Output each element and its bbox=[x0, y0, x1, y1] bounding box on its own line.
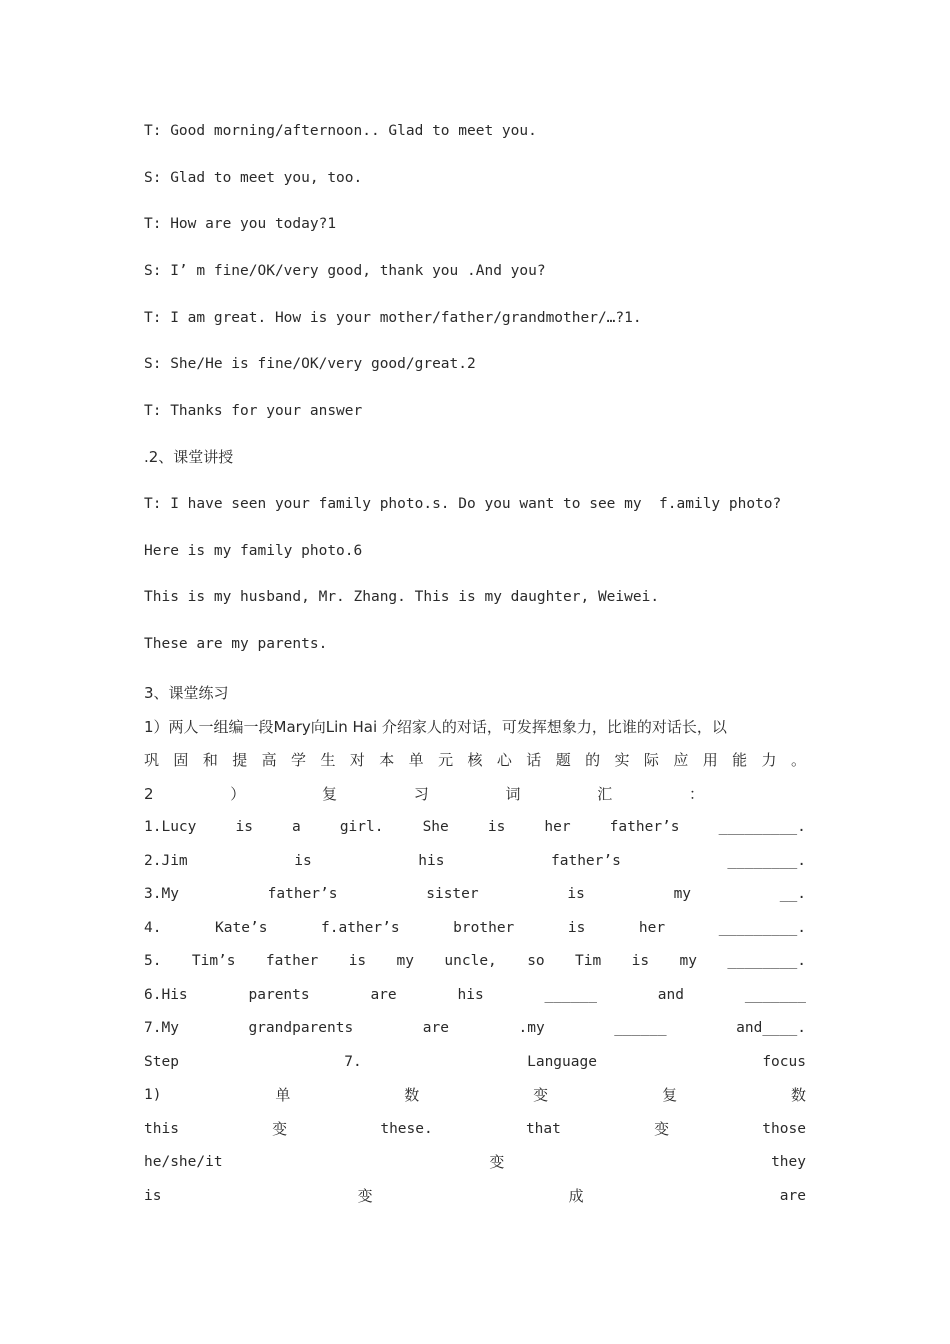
language-focus-row: he/she/it 变 they bbox=[144, 1153, 806, 1171]
lecture-line: Here is my family photo.6 bbox=[144, 543, 363, 559]
exercise-row: 7.My grandparents are .my ______ and____. bbox=[144, 1020, 806, 1036]
dialogue-line: S: She/He is fine/OK/very good/great.2 bbox=[144, 356, 476, 372]
lecture-line: These are my parents. bbox=[144, 636, 328, 652]
task-instruction-line: 巩 固 和 提 高 学 生 对 本 单 元 核 心 话 题 的 实 际 应 用 能 力 。 bbox=[144, 751, 806, 769]
answer-blank: ______ bbox=[614, 1020, 667, 1036]
lecture-line: T: I have seen your family photo.s. Do you want to see my f.amily photo? bbox=[144, 496, 782, 512]
language-focus-row: is 变 成 are bbox=[144, 1187, 806, 1205]
exercise-row: 2.Jim is his father’s ________. bbox=[144, 853, 806, 869]
language-focus-row: this 变 these. that 变 those bbox=[144, 1120, 806, 1138]
answer-blank: _________. bbox=[718, 819, 806, 835]
dialogue-line: T: How are you today?1 bbox=[144, 216, 337, 232]
language-focus-row: 1) 单 数 变 复 数 bbox=[144, 1086, 806, 1104]
answer-blank: ________. bbox=[727, 953, 806, 969]
answer-blank: __. bbox=[779, 886, 806, 902]
task-instruction: 1）两人一组编一段Mary向Lin Hai 介绍家人的对话，可发挥想象力，比谁的对话长，以 bbox=[144, 718, 727, 736]
exercise-row: 4. Kate’s f.ather’s brother is her _________. bbox=[144, 920, 806, 936]
exercise-row: 6.His parents are his ______ and _______ bbox=[144, 987, 806, 1003]
dialogue-line: T: I am great. How is your mother/father/grandmother/…?1. bbox=[144, 310, 642, 326]
answer-blank: _________. bbox=[718, 920, 806, 936]
answer-blank: ________. bbox=[727, 853, 806, 869]
dialogue-line: T: Good morning/afternoon.. Glad to meet you. bbox=[144, 123, 537, 139]
exercise-row: 5. Tim’s father is my uncle, so Tim is my ________. bbox=[144, 953, 806, 969]
dialogue-line: S: Glad to meet you, too. bbox=[144, 170, 363, 186]
dialogue-line: S: I’ m fine/OK/very good, thank you .And you? bbox=[144, 263, 546, 279]
exercise-row: 1.Lucy is a girl. She is her father’s _________. bbox=[144, 819, 806, 835]
answer-blank: ______ bbox=[544, 987, 597, 1003]
answer-blank: _______ bbox=[744, 987, 806, 1003]
exercise-row: 3.My father’s sister is my __. bbox=[144, 886, 806, 902]
section-heading: .2、课堂讲授 bbox=[144, 448, 234, 466]
lecture-line: This is my husband, Mr. Zhang. This is my daughter, Weiwei. bbox=[144, 589, 660, 605]
section-heading: 3、课堂练习 bbox=[144, 684, 229, 702]
step-heading: Step 7. Language focus bbox=[144, 1054, 806, 1070]
dialogue-line: T: Thanks for your answer bbox=[144, 403, 363, 419]
task-heading: 2 ） 复 习 词 汇 ： bbox=[144, 785, 704, 803]
